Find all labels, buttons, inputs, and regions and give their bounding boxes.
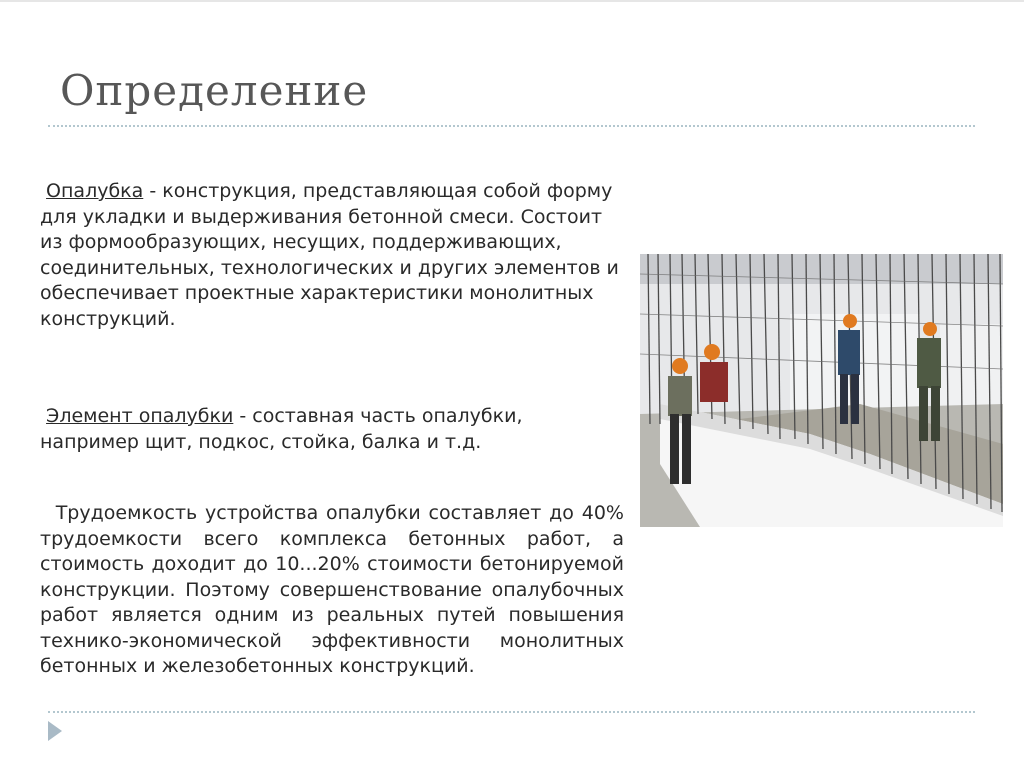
paragraph-formwork-element	[40, 404, 624, 455]
definition-formwork-element: - составная часть опалубки, например щит, подкос, стойка, балка и т.д.	[40, 405, 523, 453]
construction-photo	[640, 254, 1003, 527]
paragraph-labor-intensity	[40, 501, 624, 680]
footer-divider	[48, 711, 975, 713]
slide-title: Определение	[60, 66, 369, 115]
term-formwork-element: Элемент опалубки	[46, 405, 234, 427]
labor-intensity-text: Трудоемкость устройства опалубки составляет до 40% трудоемкости всего комплекса бетонных работ, а стоимость доходит до 10...20% стоимости бетонируемой конструкции. Поэтому совершенствование опалубочных работ является одним из реальных путей повышения технико-экономической эффективности монолитных бетонных и железобетонных конструкций.	[40, 502, 624, 677]
term-formwork: Опалубка	[46, 180, 144, 202]
paragraph-formwork	[40, 179, 624, 332]
title-divider	[48, 125, 975, 127]
top-edge-line	[0, 0, 1024, 2]
formwork-illustration	[640, 254, 1003, 527]
triangle-right-icon[interactable]	[48, 721, 62, 745]
definition-formwork: - конструкция, представляющая собой форму для укладки и выдерживания бетонной смеси. Состоит из формообразующих, несущих, поддерживающих, соединительных, технологических и других элементов и обеспечивает проектные характеристики монолитных конструкций.	[40, 180, 619, 330]
